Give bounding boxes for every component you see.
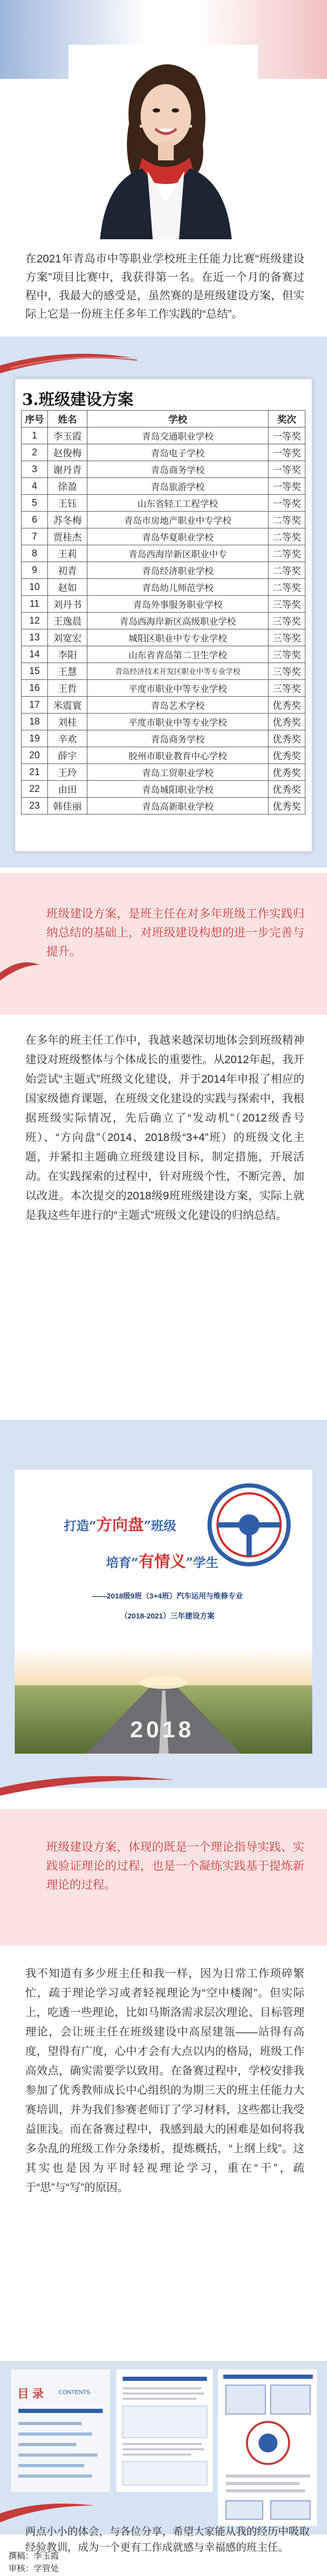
cell-name: 米震寰 [48,697,87,714]
table-row [22,579,305,596]
cell-school: 青岛电子学校 [87,444,269,461]
cell-name: 苏冬梅 [48,512,87,528]
cell-index: 10 [22,579,48,596]
cell-school: 青岛商务学校 [87,730,269,747]
cell-index: 15 [22,663,48,680]
table-row [22,629,305,646]
table-row [22,427,305,444]
cell-index: 23 [22,798,48,814]
author-name: 李玉霞 [34,2552,60,2561]
cell-name: 刘丹书 [48,596,87,613]
red-swoosh-decoration [0,952,42,983]
poster-headline-1 [15,1512,225,1535]
closing-paragraph: 两点小小的体会，与各位分享，希望大家能从我的经历中吸取经验教训，成为一个更有工作成就感与幸福感的班主任。 [25,2526,310,2553]
header-name: 姓名 [48,411,87,427]
body-paragraph-1: 在多年的班主任工作中，我越来越深切地体会到班级精神建设对班级整体与个体成长的重要性。从2012年起，我开始尝试“主题式”班级文化建设，并于2014年申报了相应的国家级德育课题，在班级文化建设的实践与探索中，我根据班级实际情况，先后确立了“发动机”（2012级香号班）、“方向盘”（2014、2018级“3+4”班）的班级文化主题，并紧扣主题确立班级建设目标，制定措施，开展活动。在实践探索的过程中，针对班级个性，不断完善，加以改进。本次提交的2018级9班班级建设方案，实际上就是我这些年进行的“主题式”班级文化建设的归纳总结。 [25,1034,304,1221]
cell-name: 王逸晨 [48,613,87,629]
table-row [22,764,305,781]
cell-award: 一等奖 [269,495,305,512]
header-index: 序号 [22,411,48,427]
cell-award: 三等奖 [269,663,305,680]
cell-school: 青岛旅游学校 [87,478,269,495]
cell-index: 20 [22,747,48,764]
poster-road-year: 2018 [130,1717,194,1743]
cell-school: 胶州市职业教育中心学校 [87,747,269,764]
plan-page-thumbnail [116,2369,213,2492]
contents-label: CONTENTS [58,2389,91,2396]
cell-index: 6 [22,512,48,528]
portrait-illustration [68,45,258,239]
plan-contents-thumbnail [11,2369,111,2492]
cell-index: 1 [22,427,48,444]
poster-headline-2-keyword: 有情义 [138,1553,186,1571]
cell-school: 山东省轻工工程学校 [87,495,269,512]
cell-school: 青岛华夏职业学校 [87,528,269,545]
plan-cover-poster [15,1470,312,1754]
cell-index: 21 [22,764,48,781]
cell-award: 优秀奖 [269,697,305,714]
red-swoosh-decoration [0,337,327,379]
cell-name: 王哲 [48,680,87,697]
cell-award: 三等奖 [269,646,305,663]
table-row [22,545,305,562]
page-lines [116,2369,213,2492]
cell-award: 三等奖 [269,596,305,613]
cell-school: 青岛商务学校 [87,461,269,478]
cell-name: 李阳 [48,646,87,663]
cell-name: 韩佳丽 [48,798,87,814]
cell-award: 二等奖 [269,545,305,562]
cell-award: 三等奖 [269,613,305,629]
cell-index: 22 [22,781,48,798]
cell-index: 8 [22,545,48,562]
cell-school: 青岛幼儿师范学校 [87,579,269,596]
cell-school: 城阳区职业中专专业学校 [87,629,269,646]
cell-award: 二等奖 [269,579,305,596]
cell-name: 刘桂 [48,714,87,730]
contents-title: 目 录 [17,2387,44,2400]
cell-school: 青岛高新职业学校 [87,798,269,814]
cell-award: 一等奖 [269,444,305,461]
table-row [22,512,305,528]
poster-headline-2a: 培育“ [106,1555,138,1570]
cell-award: 优秀奖 [269,764,305,781]
red-swoosh-decoration [0,1767,211,1798]
cell-school: 青岛市房地产职业中专学校 [87,512,269,528]
cell-name: 初青 [48,562,87,579]
contents-lines [11,2369,111,2492]
cell-index: 7 [22,528,48,545]
cell-name: 王钰 [48,495,87,512]
cell-name: 贾桂杰 [48,528,87,545]
reviewer-label: 审核： [8,2564,34,2573]
reviewer-credit [8,2562,59,2574]
callout-text-1: 班级建设方案，是班主任在对多年班级工作实践归纳总结的基础上，对班级建设构想的进一步完善与提升。 [46,907,304,958]
table-row [22,798,305,814]
cell-award: 优秀奖 [269,781,305,798]
body-paragraph-2: 我不知道有多少班主任和我一样，因为日常工作琐碎繁忙，疏于理论学习或者轻视理论为“空中楼阁”。但实际上，吃透一些理论，比如马斯洛需求层次理论、目标管理理论，会让班主任在班级建设中高屋建瓴——站得有高度，望得有广度，心中才会有大点以内的格局，班级工作高效点，确实需要学以致用。在备赛过程中，学校安排我参加了优秀教师成长中心组织的为期三天的班主任能力大赛培训，并为我们参赛老师订了学习材料，这些都让我受益匪浅。而在备赛过程中，我感到最大的困难是如何将我多杂乱的班级工作分条缕析，提炼概括，“上纲上线”。这其实也是因为平时轻视理论学习，重在“干”，疏于“思”与“写”的原因。 [25,1968,304,2194]
table-row [22,663,305,680]
cell-name: 赵俊梅 [48,444,87,461]
poster-subtitle-2: （2018-2021）三年建设方案 [120,1612,215,1620]
cell-school: 平度市职业中等专业学校 [87,680,269,697]
table-row [22,461,305,478]
header-school: 学校 [87,411,269,427]
poster-headline-1a: 打造“ [64,1518,96,1533]
cell-name: 王莉 [48,545,87,562]
table-row [22,444,305,461]
table-header-row [22,411,305,427]
cell-award: 优秀奖 [269,747,305,764]
table-row [22,528,305,545]
diagram-shapes [218,2369,318,2527]
table-row [22,596,305,613]
table-row [22,495,305,512]
cell-index: 2 [22,444,48,461]
cell-school: 青岛工贸职业学校 [87,764,269,781]
reviewer-name: 学管处 [34,2564,60,2573]
table-row [22,478,305,495]
header-award: 奖次 [269,411,305,427]
cell-index: 5 [22,495,48,512]
cell-index: 3 [22,461,48,478]
cell-name: 赵如 [48,579,87,596]
table-row [22,680,305,697]
author-credit [8,2549,59,2561]
cell-award: 三等奖 [269,680,305,697]
cell-school: 青岛艺术学校 [87,697,269,714]
cell-index: 16 [22,680,48,697]
table-body [22,427,305,814]
cell-award: 二等奖 [269,512,305,528]
table-row [22,562,305,579]
cell-index: 11 [22,596,48,613]
cell-name: 李玉霞 [48,427,87,444]
cell-school: 山东省青岛第二卫生学校 [87,646,269,663]
cell-index: 17 [22,697,48,714]
cell-school: 青岛经济技术开发区职业中等专业学校 [87,663,269,680]
cell-school: 平度市职业中等专业学校 [87,714,269,730]
poster-headline-2 [57,1549,267,1572]
cell-award: 优秀奖 [269,730,305,747]
table-title: 3.班级建设方案 [22,391,134,409]
red-swoosh-decoration [0,2495,105,2527]
cell-award: 优秀奖 [269,798,305,814]
cell-name: 由田 [48,781,87,798]
poster-headline-1c: ”班级 [144,1518,176,1533]
cell-award: 二等奖 [269,562,305,579]
winners-table [21,410,305,814]
poster-headline-1-keyword: 方向盘 [96,1516,144,1534]
intro-paragraph: 在2021年青岛市中等职业学校班主任能力比赛“班级建设方案”项目比赛中，我获得第一名。在近一个月的备赛过程中，我最大的感受是，虽然赛的是班级建设方案，但实际上它是一份班主任多年工作实践的“总结”。 [25,253,304,320]
cell-award: 一等奖 [269,478,305,495]
teacher-portrait [68,45,258,239]
cell-index: 18 [22,714,48,730]
cell-name: 徐盈 [48,478,87,495]
cell-index: 19 [22,730,48,747]
cell-award: 三等奖 [269,629,305,646]
cell-school: 青岛西海岸新区职业中专 [87,545,269,562]
cell-award: 一等奖 [269,427,305,444]
table-row [22,730,305,747]
cell-index: 14 [22,646,48,663]
cell-name: 王玲 [48,764,87,781]
table-row [22,646,305,663]
cell-school: 青岛经济职业学校 [87,562,269,579]
cell-name: 谢丹青 [48,461,87,478]
callout-text-2: 班级建设方案，体现的既是一个理论指导实践、实践验证理论的过程，也是一个凝练实践基于提炼新理论的过程。 [46,1840,304,1891]
cell-school: 青岛西海岸新区高级职业学校 [87,613,269,629]
table-row [22,747,305,764]
cell-school: 青岛外事服务职业学校 [87,596,269,613]
cell-name: 薛宇 [48,747,87,764]
cell-index: 13 [22,629,48,646]
plan-diagram-thumbnail [217,2369,318,2527]
cell-index: 12 [22,613,48,629]
cell-index: 9 [22,562,48,579]
table-row [22,781,305,798]
author-label: 撰稿： [8,2552,34,2561]
poster-headline-2c: ”学生 [186,1555,219,1570]
cell-school: 青岛交通职业学校 [87,427,269,444]
cell-award: 一等奖 [269,461,305,478]
table-row [22,697,305,714]
cell-name: 王慧 [48,663,87,680]
cell-name: 辛欢 [48,730,87,747]
cell-index: 4 [22,478,48,495]
cell-award: 二等奖 [269,528,305,545]
table-row [22,714,305,730]
table-row [22,613,305,629]
cell-school: 青岛城阳职业学校 [87,781,269,798]
poster-subtitle-1: ——2018级9班（3+4班）汽车运用与维修专业 [92,1592,243,1600]
cell-name: 刘宽宏 [48,629,87,646]
cell-award: 优秀奖 [269,714,305,730]
